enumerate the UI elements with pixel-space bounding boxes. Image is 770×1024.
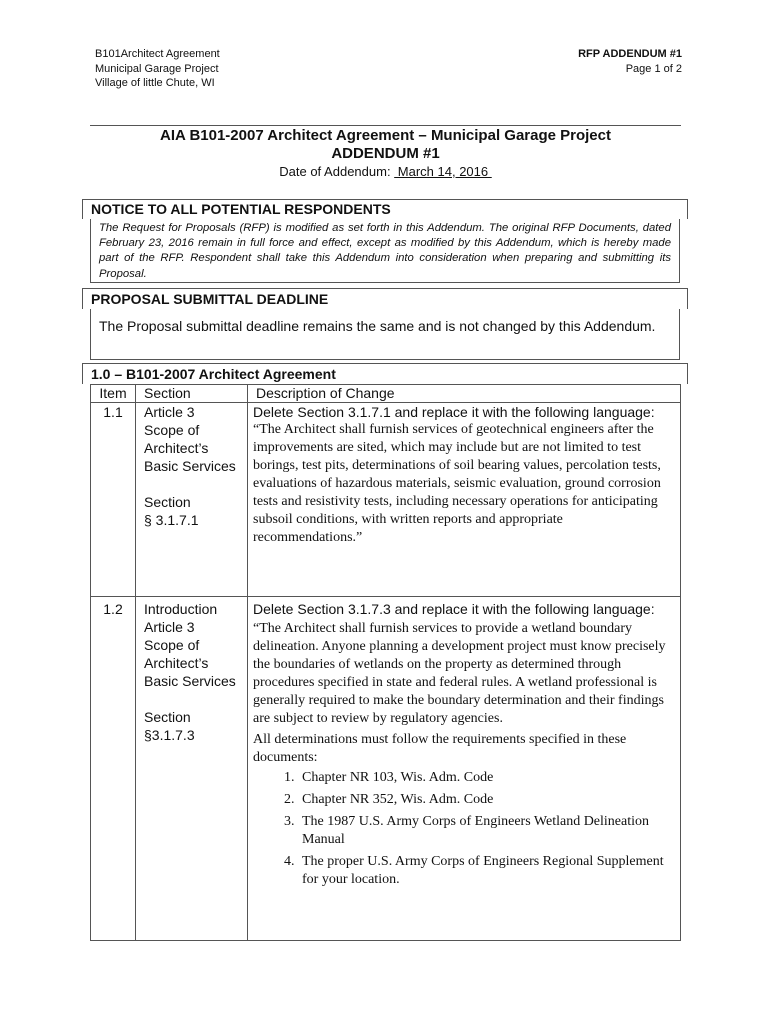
list-item: 4. The proper U.S. Army Corps of Engineers Regional Supplement for your location.	[298, 853, 674, 889]
header-village: Village of little Chute, WI	[95, 77, 215, 89]
row-description-quote: “The Architect shall furnish services to provide a wetland boundary delineation. Anyone planning a development project must know precisely the boundaries of wetlands on the property as determined through procedures specified in state and federal rules. A wetland professional is generally required to make the boundary determination and their findings are subject to review by regulatory agencies.	[253, 621, 666, 726]
notice-heading: NOTICE TO ALL POTENTIAL RESPONDENTS	[82, 199, 688, 219]
header-addendum-title: RFP ADDENDUM #1	[578, 48, 682, 60]
addendum-date-value: March 14, 2016	[394, 164, 492, 179]
row-description-lead: Delete Section 3.1.7.1 and replace it with the following language:	[253, 404, 655, 420]
row-item-number: 1.1	[91, 403, 136, 597]
header-agreement-name: B101Architect Agreement	[95, 48, 220, 60]
row-description	[248, 403, 681, 597]
row-description-quote: “The Architect shall furnish services of geotechnical engineers after the improvements are sited, which may include but are not limited to test borings, test pits, determinations of soil bearing values, percolation tests, evaluations of hazardous materials, seismic evaluation, ground corrosion tests and resistivity tests, including necessary operations for anticipating subsoil conditions, with written reports and appropriate recommendations.”	[253, 422, 661, 545]
row-section-line: Architect’s	[144, 440, 209, 456]
row-section-line: Basic Services	[144, 458, 236, 474]
row-description-lead: Delete Section 3.1.7.3 and replace it with the following language:	[253, 601, 655, 617]
header-divider	[90, 125, 681, 126]
row-section-line: Architect’s	[144, 655, 209, 671]
row-section-spacer	[144, 690, 247, 708]
row-section	[136, 597, 248, 941]
row-section-line: Scope of	[144, 637, 200, 653]
row-section-line: Introduction	[144, 601, 218, 617]
changes-table-header	[91, 385, 681, 403]
row-section-spacer	[144, 475, 247, 493]
row-section-line: Article 3	[144, 619, 195, 635]
deadline-heading: PROPOSAL SUBMITTAL DEADLINE	[82, 288, 688, 309]
row-section-line: Section	[144, 709, 191, 725]
document-title-line1: AIA B101-2007 Architect Agreement – Municipal Garage Project	[160, 127, 611, 144]
agreement-heading: 1.0 – B101-2007 Architect Agreement	[82, 363, 688, 384]
row-section-line: Scope of	[144, 422, 200, 438]
document-title-line2: ADDENDUM #1	[331, 145, 440, 162]
row-item-number: 1.2	[91, 597, 136, 941]
row-section-line: Article 3	[144, 404, 195, 420]
table-row	[91, 597, 681, 941]
row-description	[248, 597, 681, 941]
header-left	[95, 47, 220, 91]
header-page-number: Page 1 of 2	[625, 62, 682, 75]
row-section	[136, 403, 248, 597]
list-item: 1. Chapter NR 103, Wis. Adm. Code	[298, 769, 674, 787]
row-description-followup: All determinations must follow the requirements specified in these documents:	[253, 732, 627, 765]
table-row	[91, 403, 681, 597]
document-title	[90, 127, 681, 182]
column-header-section: Section	[136, 385, 248, 403]
row-section-line: § 3.1.7.1	[144, 512, 199, 528]
row-section-line: Section	[144, 494, 191, 510]
column-header-description: Description of Change	[248, 385, 681, 403]
header-right	[578, 47, 682, 76]
list-item: 3. The 1987 U.S. Army Corps of Engineers Wetland Delineation Manual	[298, 813, 674, 849]
row-section-line: Basic Services	[144, 673, 236, 689]
notice-body: The Request for Proposals (RFP) is modified as set forth in this Addendum. The original RFP Documents, dated February 23, 2016 remain in full force and effect, except as modified by this Addendum, which is hereby made part of the RFP. Respondent shall take this Addendum into consideration when preparing and submitting its Proposal.	[90, 219, 680, 283]
deadline-body: The Proposal submittal deadline remains the same and is not changed by this Addendum.	[90, 309, 680, 360]
addendum-date-label: Date of Addendum:	[279, 164, 395, 179]
column-header-item: Item	[91, 385, 136, 403]
required-documents-list	[253, 769, 674, 889]
header-project-name: Municipal Garage Project	[95, 62, 219, 75]
row-section-line: §3.1.7.3	[144, 727, 195, 743]
addendum-date	[90, 162, 681, 182]
changes-table	[90, 384, 681, 941]
list-item: 2. Chapter NR 352, Wis. Adm. Code	[298, 791, 674, 809]
